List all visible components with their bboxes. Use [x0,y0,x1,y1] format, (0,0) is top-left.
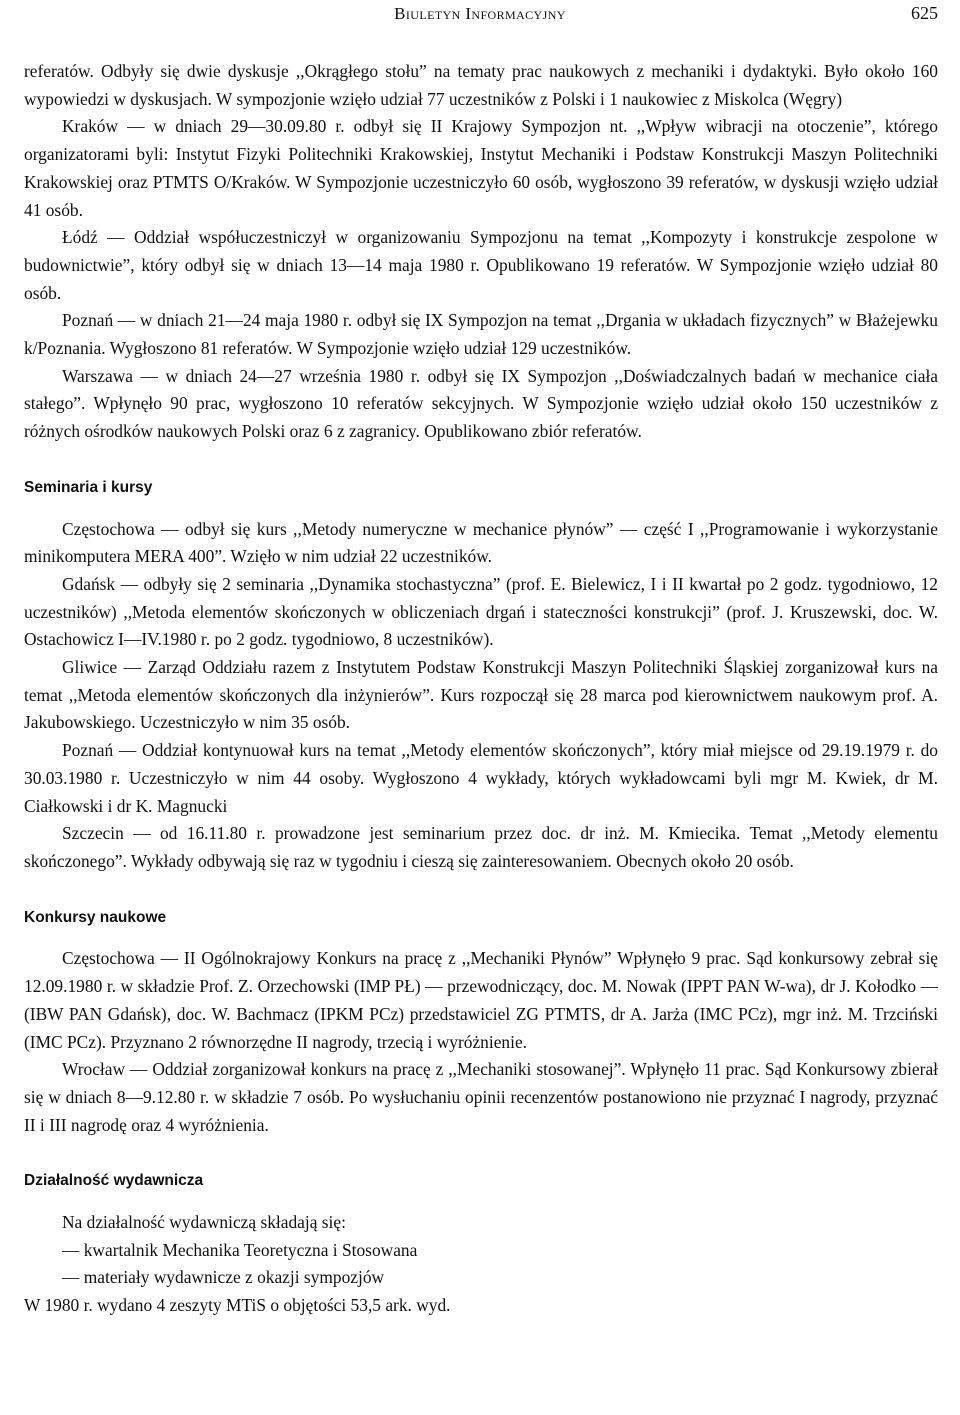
paragraph-czestochowa-contest: Częstochowa — II Ogólnokrajowy Konkurs na pracę z ,,Mechaniki Płynów” Wpłynęło 9 prac. Sąd konkursowy zebrał się 12.09.1980 r. w składzie Prof. Z. Orzechowski (IMP PŁ) — przewodniczący, doc. M. Nowak (IPPT PAN W-wa), dr J. Kołodko — (IBW PAN Gdańsk), doc. W. Bachmacz (IPKM PCz) przedstawiciel ZG PTMTS, dr A. Jarża (IMC PCz), mgr inż. M. Trzciński (IMC PCz). Przyznano 2 równorzędne II nagrody, trzecią i wyróżnienie. [24,948,938,1052]
paragraph-gdansk-seminars: Gdańsk — odbyły się 2 seminaria ,,Dynamika stochastyczna” (prof. E. Bielewicz, I i II kwartał po 2 godz. tygodniowo, 12 uczestników) ,,Metoda elementów skończonych w obliczeniach drgań i stateczności konstrukcji” (prof. J. Kruszewski, doc. W. Ostachowicz I—IV.1980 r. po 2 godz. tygodniowo, 8 uczestników). [24,573,938,650]
spacer [24,1139,938,1167]
publishing-lead: Na działalność wydawniczą składają się: [62,1212,346,1233]
running-title: Biuletyn Informacyjny [394,4,566,23]
publishing-list-item: — materiały wydawnicze z okazji sympozjów [62,1267,385,1288]
paragraph-continued: referatów. Odbyły się dwie dyskusje ,,Okrągłego stołu” na tematy prac naukowych z mechaniki i dydaktyki. Było około 160 wypowiedzi w dyskusjach. W sympozjonie wzięło udział 77 uczestników z Polski i 1 naukowiec z Miskolca (Węgry) [24,61,938,109]
paragraph-czestochowa-course: Częstochowa — odbył się kurs ,,Metody numeryczne w mechanice płynów” — część I ,,Programowanie i wykorzystanie minikomputera MERA 400”. Wzięło w nim udział 22 uczestników. [24,518,938,567]
paragraph-krakow: Kraków — w dniach 29—30.09.80 r. odbył się II Krajowy Sympozjon nt. ,,Wpływ wibracji na otoczenie”, którego organizatorami byli: Instytut Fizyki Politechniki Krakowskiej, Instytut Mechaniki i Podstaw Konstrukcji Maszyn Politechniki Krakowskiej oraz PTMTS O/Kraków. W Sympozjonie uczestniczyło 60 osób, wygłoszono 39 referatów, w dyskusji wzięło udział 41 osób. [24,116,938,220]
paragraph-warszawa: Warszawa — w dniach 24—27 września 1980 r. odbył się IX Sympozjon ,,Doświadczalnych badań w mechanice ciała stałego”. Wpłynęło 90 prac, wygłoszono 10 referatów sekcyjnych. W Sympozjonie wzięło udział około 150 uczestników z różnych ośrodków naukowych Polski oraz 6 z zagranicy. Opublikowano zbiór referatów. [24,365,938,442]
page-body [24,58,938,1320]
paragraph-szczecin-seminar: Szczecin — od 16.11.80 r. prowadzone jest seminarium przez doc. dr inż. M. Kmiecika. Temat ,,Metody elementu skończonego”. Wykłady odbywają się raz w tygodniu i cieszą się zainteresowaniem. Obecnych około 20 osób. [24,823,938,871]
paragraph-gliwice-course: Gliwice — Zarząd Oddziału razem z Instytutem Podstaw Konstrukcji Maszyn Politechniki Śląskiej zorganizował kurs na temat ,,Metoda elementów skończonych dla inżynierów”. Kurs rozpoczął się 28 marca pod kierownictwem naukowym prof. A. Jakubowskiego. Uczestniczyło w nim 35 osób. [24,657,938,733]
section-heading-contests: Konkursy naukowe [24,908,167,926]
spacer [24,1195,938,1209]
spacer [24,876,938,904]
paragraph-wroclaw-contest: Wrocław — Oddział zorganizował konkurs na pracę z ,,Mechaniki stosowanej”. Wpłynęło 11 prac. Sąd Konkursowy zbierał się w dniach 8—9.12.80 r. w składzie 7 osób. Po wysłuchaniu opinii recenzentów postanowiono nie przyznać I nagrody, przyznać II i III nagrodę oraz 4 wyróżnienia. [24,1059,938,1135]
publishing-closing: W 1980 r. wydano 4 zeszyty MTiS o objętości 53,5 ark. wyd. [24,1295,451,1316]
spacer [24,502,938,516]
paragraph-poznan: Poznań — w dniach 21—24 maja 1980 r. odbył się IX Sympozjon na temat ,,Drgania w układach fizycznych” w Błażejewku k/Poznania. Wygłoszono 81 referatów. W Sympozjonie wzięło udział 129 uczestników. [24,310,938,359]
section-heading-publishing: Działalność wydawnicza [24,1172,204,1190]
page-number: 625 [911,3,938,23]
publishing-list-item: — kwartalnik Mechanika Teoretyczna i Stosowana [62,1239,418,1260]
section-heading-seminars: Seminaria i kursy [24,478,153,496]
page-header [0,2,960,28]
paragraph-lodz: Łódź — Oddział współuczestniczył w organizowaniu Sympozjonu na temat ,,Kompozyty i konstrukcje zespolone w budownictwie”, który odbył się w dniach 13—14 maja 1980 r. Opublikowano 19 referatów. W Sympozjonie wzięło udział 80 osób. [24,227,938,303]
spacer [24,446,938,474]
spacer [24,931,938,945]
paragraph-poznan-course: Poznań — Oddział kontynuował kurs na temat ,,Metody elementów skończonych”, który miał miejsce od 29.19.1979 r. do 30.03.1980 r. Uczestniczyło w nim 44 osoby. Wygłoszono 4 wykłady, których wykładowcami byli mgr M. Kwiek, dr M. Ciałkowski i dr K. Magnucki [24,740,938,816]
